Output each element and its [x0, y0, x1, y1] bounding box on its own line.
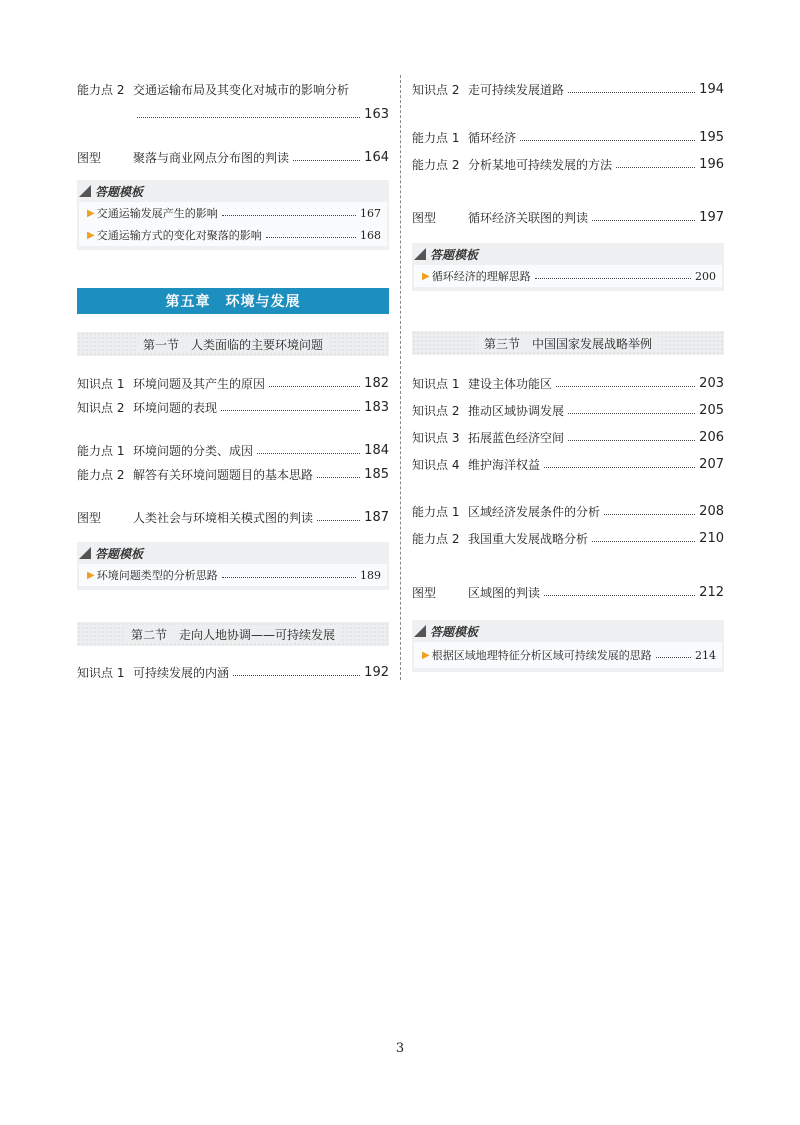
toc-entry[interactable]	[412, 155, 724, 173]
play-arrow-icon: ▶	[422, 270, 430, 282]
leader-dots	[616, 167, 695, 168]
entry-label: 知识点 2	[412, 82, 460, 97]
entry-label: 知识点 1	[77, 376, 125, 391]
toc-entry[interactable]	[412, 428, 724, 446]
entry-page: 187	[364, 509, 389, 525]
leader-dots	[520, 140, 695, 141]
leader-dots	[222, 215, 356, 216]
answer-template-title: 答题模板	[430, 247, 479, 262]
entry-label: 能力点 2	[412, 157, 460, 172]
section-title: 第三节 中国国家发展战略举例	[478, 335, 658, 352]
toc-entry[interactable]	[412, 80, 724, 98]
template-item-text: 根据区域地理特征分析区域可持续发展的思路	[431, 649, 652, 662]
template-item-page: 168	[360, 228, 381, 242]
template-item-page: 189	[360, 568, 381, 582]
toc-entry-continuation[interactable]	[77, 105, 389, 123]
entry-title: 循环经济关联图的判读	[468, 210, 589, 225]
toc-entry[interactable]	[412, 128, 724, 146]
template-item[interactable]	[79, 202, 387, 224]
entry-label: 能力点 2	[77, 82, 125, 97]
entry-title: 推动区域协调发展	[468, 403, 565, 418]
template-item-text: 交通运输方式的变化对聚落的影响	[96, 229, 262, 242]
entry-label: 知识点 3	[412, 430, 460, 445]
leader-dots	[535, 278, 691, 279]
corner-triangle-icon	[79, 547, 91, 559]
toc-entry[interactable]	[412, 374, 724, 392]
entry-label: 能力点 2	[77, 467, 125, 482]
leader-dots	[592, 541, 695, 542]
leader-dots	[233, 675, 360, 676]
answer-template-box	[77, 542, 389, 590]
entry-label: 知识点 2	[412, 403, 460, 418]
toc-entry[interactable]	[77, 441, 389, 459]
corner-triangle-icon	[414, 625, 426, 637]
leader-dots	[568, 413, 695, 414]
entry-title: 我国重大发展战略分析	[468, 531, 589, 546]
entry-label: 图型	[412, 585, 437, 600]
template-item[interactable]	[79, 224, 387, 246]
entry-label: 知识点 2	[77, 400, 125, 415]
toc-entry[interactable]	[77, 398, 389, 416]
template-item[interactable]	[414, 642, 722, 668]
corner-triangle-icon	[414, 248, 426, 260]
answer-template-header	[412, 620, 724, 642]
entry-page: 210	[699, 530, 724, 546]
toc-entry[interactable]	[412, 529, 724, 547]
answer-template-box	[412, 243, 724, 291]
section-title: 第二节 走向人地协调——可持续发展	[125, 626, 341, 643]
answer-template-box	[412, 620, 724, 672]
answer-template-header	[77, 180, 389, 202]
toc-entry[interactable]	[77, 508, 389, 526]
play-arrow-icon: ▶	[422, 649, 430, 661]
answer-template-title: 答题模板	[430, 624, 479, 639]
entry-title: 人类社会与环境相关模式图的判读	[133, 510, 314, 525]
entry-label: 知识点 1	[77, 665, 125, 680]
entry-title: 区域图的判读	[468, 585, 541, 600]
entry-page: 184	[364, 442, 389, 458]
leader-dots	[544, 467, 695, 468]
entry-page: 183	[364, 399, 389, 415]
leader-dots	[293, 160, 360, 161]
template-item[interactable]	[79, 564, 387, 586]
entry-label: 知识点 4	[412, 457, 460, 472]
leader-dots	[592, 220, 695, 221]
template-item-text: 交通运输发展产生的影响	[96, 207, 218, 220]
entry-label: 能力点 2	[412, 531, 460, 546]
entry-label: 图型	[77, 150, 102, 165]
section-heading[interactable]	[77, 332, 389, 356]
entry-page: 194	[699, 81, 724, 97]
template-item-page: 214	[695, 648, 716, 662]
leader-dots	[269, 386, 360, 387]
play-arrow-icon: ▶	[87, 569, 95, 581]
entry-page: 164	[364, 149, 389, 165]
entry-page: 192	[364, 664, 389, 680]
leader-dots	[568, 92, 695, 93]
chapter-heading[interactable]: 第五章 环境与发展	[77, 288, 389, 314]
section-heading[interactable]	[412, 331, 724, 355]
answer-template-title: 答题模板	[95, 546, 144, 561]
toc-entry[interactable]	[412, 401, 724, 419]
corner-triangle-icon	[79, 185, 91, 197]
entry-page: 197	[699, 209, 724, 225]
leader-dots	[556, 386, 695, 387]
template-item-page: 200	[695, 269, 716, 283]
entry-title: 聚落与商业网点分布图的判读	[133, 150, 290, 165]
entry-page: 163	[364, 106, 389, 122]
toc-entry[interactable]	[77, 80, 389, 98]
entry-title: 分析某地可持续发展的方法	[468, 157, 613, 172]
entry-title: 循环经济	[468, 130, 517, 145]
entry-title: 走可持续发展道路	[468, 82, 565, 97]
entry-title: 环境问题及其产生的原因	[133, 376, 266, 391]
toc-entry[interactable]	[412, 502, 724, 520]
answer-template-header	[412, 243, 724, 265]
leader-dots	[568, 440, 695, 441]
entry-title: 解答有关环境问题题目的基本思路	[133, 467, 314, 482]
entry-title: 建设主体功能区	[468, 376, 553, 391]
answer-template-header	[77, 542, 389, 564]
toc-entry[interactable]	[77, 663, 389, 681]
leader-dots	[137, 117, 360, 118]
entry-title: 交通运输布局及其变化对城市的影响分析	[133, 82, 350, 97]
toc-entry[interactable]	[412, 208, 724, 226]
entry-label: 能力点 1	[77, 443, 125, 458]
entry-page: 206	[699, 429, 724, 445]
entry-page: 212	[699, 584, 724, 600]
entry-page: 203	[699, 375, 724, 391]
leader-dots	[604, 514, 695, 515]
toc-entry[interactable]	[77, 374, 389, 392]
page-number: 3	[395, 1041, 405, 1056]
column-divider	[400, 75, 401, 680]
play-arrow-icon: ▶	[87, 229, 95, 241]
entry-label: 图型	[412, 210, 437, 225]
template-item[interactable]	[414, 265, 722, 287]
toc-entry[interactable]	[77, 465, 389, 483]
section-title: 第一节 人类面临的主要环境问题	[137, 336, 329, 353]
section-heading[interactable]	[77, 622, 389, 646]
answer-template-box	[77, 180, 389, 250]
entry-label: 能力点 1	[412, 504, 460, 519]
entry-page: 195	[699, 129, 724, 145]
entry-label: 图型	[77, 510, 102, 525]
entry-page: 205	[699, 402, 724, 418]
leader-dots	[544, 595, 695, 596]
entry-page: 207	[699, 456, 724, 472]
leader-dots	[221, 410, 360, 411]
toc-entry[interactable]	[412, 455, 724, 473]
template-item-page: 167	[360, 206, 381, 220]
leader-dots	[656, 657, 691, 658]
entry-title: 可持续发展的内涵	[133, 665, 230, 680]
template-item-text: 环境问题类型的分析思路	[96, 569, 218, 582]
entry-title: 环境问题的表现	[133, 400, 218, 415]
entry-title: 维护海洋权益	[468, 457, 541, 472]
leader-dots	[317, 520, 360, 521]
entry-page: 196	[699, 156, 724, 172]
entry-label: 能力点 1	[412, 130, 460, 145]
play-arrow-icon: ▶	[87, 207, 95, 219]
entry-label: 知识点 1	[412, 376, 460, 391]
leader-dots	[257, 453, 360, 454]
entry-page: 185	[364, 466, 389, 482]
entry-page: 182	[364, 375, 389, 391]
entry-title: 环境问题的分类、成因	[133, 443, 254, 458]
answer-template-title: 答题模板	[95, 184, 144, 199]
template-item-text: 循环经济的理解思路	[431, 270, 531, 283]
toc-entry[interactable]	[412, 583, 724, 601]
entry-page: 208	[699, 503, 724, 519]
leader-dots	[317, 477, 360, 478]
entry-title: 区域经济发展条件的分析	[468, 504, 601, 519]
entry-title: 拓展蓝色经济空间	[468, 430, 565, 445]
toc-entry[interactable]	[77, 148, 389, 166]
leader-dots	[266, 237, 356, 238]
leader-dots	[222, 577, 356, 578]
